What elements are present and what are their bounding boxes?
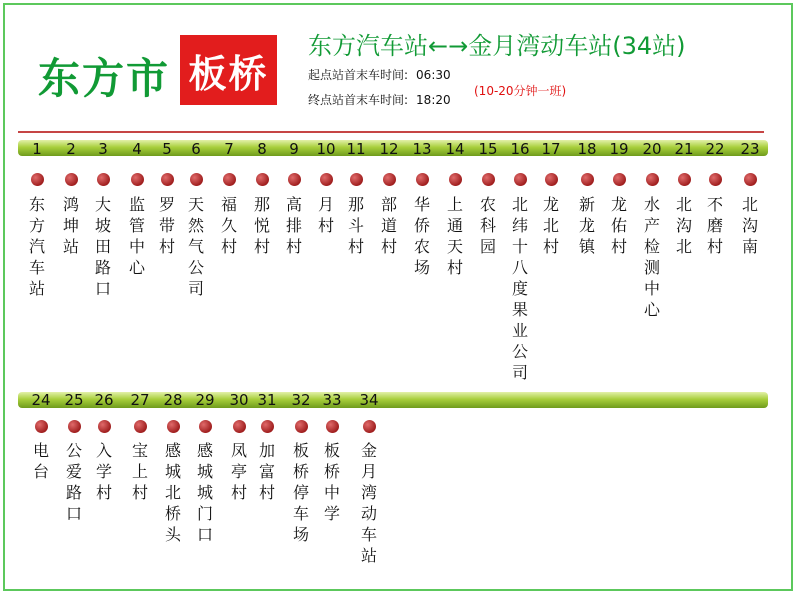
stop-number: 30	[229, 391, 249, 409]
first-service-row	[308, 66, 451, 83]
stop-name: 高排村	[285, 195, 302, 256]
stop-marker	[363, 420, 376, 433]
stop-marker	[383, 173, 396, 186]
last-service-label: 终点站首末车时间:	[308, 93, 409, 107]
stop-marker	[97, 173, 110, 186]
stop-marker	[613, 173, 626, 186]
stop-marker	[709, 173, 722, 186]
stop-name: 水产检测中心	[643, 195, 660, 319]
stop-name: 北纬十八度果业公司	[511, 195, 528, 382]
stop-name: 板桥中学	[323, 441, 340, 523]
stop-number: 13	[412, 140, 432, 158]
stop-name: 入学村	[95, 441, 112, 502]
stop-marker	[190, 173, 203, 186]
stop-name: 龙北村	[542, 195, 559, 256]
stop-name: 感城城门口	[196, 441, 213, 544]
stop-number: 3	[98, 140, 108, 158]
stop-number: 14	[445, 140, 465, 158]
stop-name: 加富村	[258, 441, 275, 502]
stop-marker	[199, 420, 212, 433]
stop-name: 罗带村	[158, 195, 175, 256]
stop-name: 那斗村	[347, 195, 364, 256]
stop-marker	[256, 173, 269, 186]
city-name: 东方市	[38, 54, 171, 103]
stop-marker	[449, 173, 462, 186]
stop-name: 北沟北	[675, 195, 692, 256]
stop-number: 8	[257, 140, 267, 158]
stop-name: 凤亭村	[230, 441, 247, 502]
last-service-row	[308, 91, 451, 108]
last-service-time: 18:20	[416, 93, 451, 107]
stop-name: 天然气公司	[187, 195, 204, 298]
stop-number: 24	[31, 391, 51, 409]
stop-marker	[545, 173, 558, 186]
stop-marker	[646, 173, 659, 186]
route-title: 东方汽车站←→金月湾动车站(34站)	[308, 32, 686, 60]
stop-name: 龙佑村	[610, 195, 627, 256]
stop-name: 上通天村	[446, 195, 463, 277]
stop-number: 20	[642, 140, 662, 158]
stop-name: 鸿坤站	[62, 195, 79, 256]
stop-number: 26	[94, 391, 114, 409]
stop-number: 23	[740, 140, 760, 158]
stop-number: 19	[609, 140, 629, 158]
stop-name: 农科园	[479, 195, 496, 256]
stop-name: 不磨村	[706, 195, 723, 256]
stop-marker	[134, 420, 147, 433]
stop-number: 1	[32, 140, 42, 158]
stop-marker	[35, 420, 48, 433]
stop-marker	[320, 173, 333, 186]
stop-name: 月村	[317, 195, 334, 235]
stop-number: 5	[162, 140, 172, 158]
stop-name: 福久村	[220, 195, 237, 256]
stop-marker	[261, 420, 274, 433]
stop-number: 21	[674, 140, 694, 158]
stop-number: 6	[191, 140, 201, 158]
stop-number: 9	[289, 140, 299, 158]
first-service-label: 起点站首末车时间:	[308, 68, 409, 82]
stop-number: 7	[224, 140, 234, 158]
stop-name: 金月湾动车站	[360, 441, 377, 565]
stop-marker	[514, 173, 527, 186]
stop-marker	[295, 420, 308, 433]
stop-name: 东方汽车站	[28, 195, 45, 298]
stop-name: 板桥停车场	[292, 441, 309, 544]
stop-name: 感城北桥头	[164, 441, 181, 544]
stop-marker	[31, 173, 44, 186]
service-interval: (10-20分钟一班)	[474, 84, 567, 98]
stop-name: 那悦村	[253, 195, 270, 256]
stop-number: 11	[346, 140, 366, 158]
stop-name: 监管中心	[128, 195, 145, 277]
stop-marker	[161, 173, 174, 186]
stop-number: 2	[66, 140, 76, 158]
stop-number: 33	[322, 391, 342, 409]
stop-number: 16	[510, 140, 530, 158]
stop-number: 12	[379, 140, 399, 158]
stop-marker	[350, 173, 363, 186]
stop-number: 28	[163, 391, 183, 409]
stop-name: 新龙镇	[578, 195, 595, 256]
stop-number: 10	[316, 140, 336, 158]
stop-marker	[68, 420, 81, 433]
stop-name: 宝上村	[131, 441, 148, 502]
stop-marker	[678, 173, 691, 186]
header-divider	[18, 131, 764, 133]
stop-marker	[416, 173, 429, 186]
district-badge: 板桥	[180, 35, 277, 105]
stop-marker	[581, 173, 594, 186]
stop-number: 15	[478, 140, 498, 158]
stop-number: 31	[257, 391, 277, 409]
stop-marker	[482, 173, 495, 186]
stop-marker	[326, 420, 339, 433]
stop-name: 大坡田路口	[94, 195, 111, 298]
stop-number: 32	[291, 391, 311, 409]
stop-number: 18	[577, 140, 597, 158]
stop-number: 4	[132, 140, 142, 158]
stop-marker	[223, 173, 236, 186]
stop-marker	[131, 173, 144, 186]
stop-marker	[233, 420, 246, 433]
stop-number: 27	[130, 391, 150, 409]
stop-name: 公爱路口	[65, 441, 82, 523]
stop-marker	[65, 173, 78, 186]
stop-marker	[288, 173, 301, 186]
stop-marker	[744, 173, 757, 186]
stop-name: 部道村	[380, 195, 397, 256]
stop-number: 29	[195, 391, 215, 409]
stop-number: 17	[541, 140, 561, 158]
stop-number: 34	[359, 391, 379, 409]
stop-number: 25	[64, 391, 84, 409]
stop-marker	[167, 420, 180, 433]
stop-marker	[98, 420, 111, 433]
stop-name: 电台	[32, 441, 49, 481]
stop-name: 华侨农场	[413, 195, 430, 277]
stop-name: 北沟南	[741, 195, 758, 256]
first-service-time: 06:30	[416, 68, 451, 82]
stop-number: 22	[705, 140, 725, 158]
